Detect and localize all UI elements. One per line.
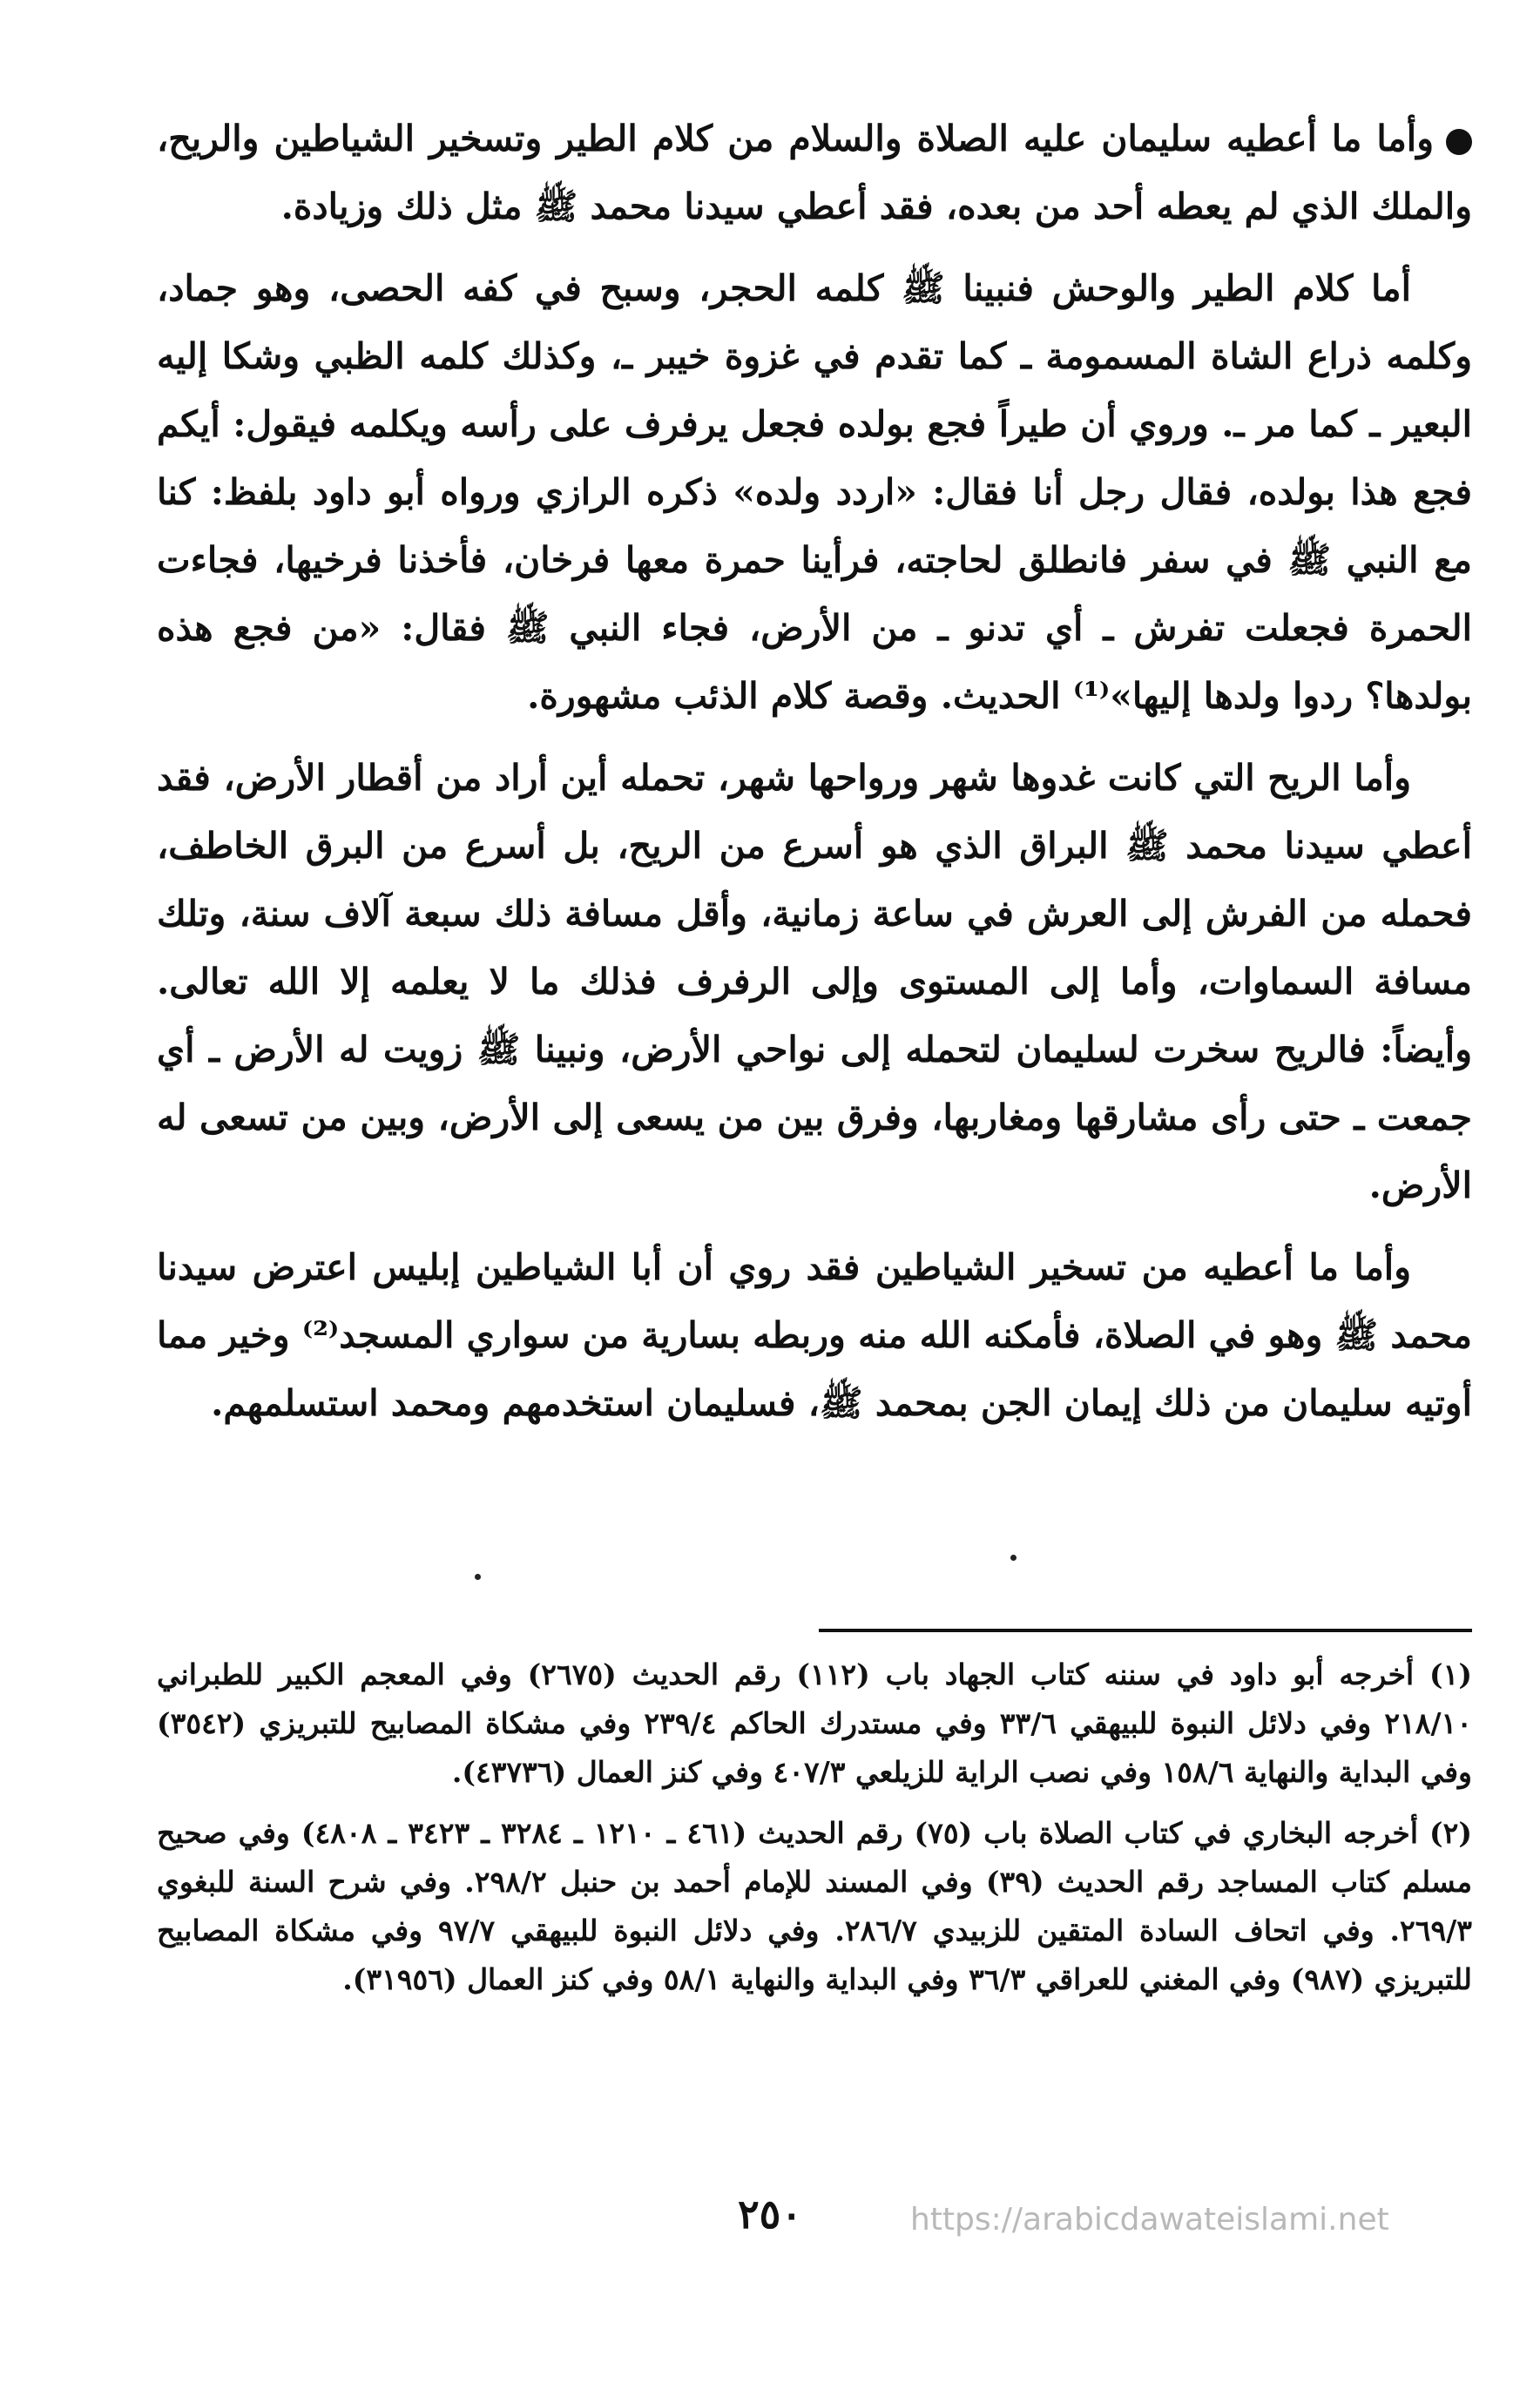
paragraph-1-text: وأما ما أعطيه سليمان عليه الصلاة والسلام من كلام الطير وتسخير الشياطين والريح، والملك الذي لم يعطه أحد من بعده، فقد أعطي سيدنا محمد ﷺ مثل ذلك وزيادة. (157, 118, 1472, 227)
footnote-separator (819, 1629, 1472, 1632)
footnote-2: (٢) أخرجه البخاري في كتاب الصلاة باب (٧٥) رقم الحديث (٤٦١ ـ ١٢١٠ ـ ٣٢٨٤ ـ ٣٤٢٣ ـ ٤٨٠٨) وفي صحيح مسلم كتاب المساجد رقم الحديث (٣٩) وفي المسند للإمام أحمد بن حنبل ٢٩٨/٢. وفي شرح السنة للبغوي ٢٦٩/٣. وفي اتحاف السادة المتقين للزبيدي ٢٨٦/٧. وفي دلائل النبوة للبيهقي ٩٧/٧ وفي مشكاة المصابيح للتبريزي (٩٨٧) وفي المغني للعراقي ٣٦/٣ وفي البداية والنهاية ٥٨/١ وفي كنز العمال (٣١٩٥٦). (157, 1816, 1473, 1996)
print-specks (0, 1555, 1540, 1581)
paragraph-1 (157, 105, 1472, 240)
paragraph-2: أما كلام الطير والوحش فنبينا ﷺ كلمه الحجر، وسبح في كفه الحصى، وهو جماد، وكلمه ذراع الشاة المسمومة ـ كما تقدم في غزوة خيبر ـ، وكذلك كلمه الظبي وشكا إليه البعير ـ كما مر ـ. وروي أن طيراً فجع بولده فجعل يرفرف على رأسه ويكلمه فيقول: أيكم فجع هذا بولده، فقال رجل أنا فقال: «اردد ولده» ذكره الرازي ورواه أبو داود بلفظ: كنا مع النبي ﷺ في سفر فانطلق لحاجته، فرأينا حمرة معها فرخان، فأخذنا فرخيها، فجاءت الحمرة فجعلت تفرش ـ أي تدنو ـ من الأرض، فجاء النبي ﷺ فقال: «من فجع هذه بولدها؟ ردوا ولدها إليها»⁽¹⁾ الحديث. وقصة كلام الذئب مشهورة. (157, 267, 1472, 717)
page-number: ٢٥٠ (737, 2190, 803, 2238)
speck (1010, 1555, 1017, 1561)
paragraph-3: وأما الريح التي كانت غدوها شهر ورواحها شهر، تحمله أين أراد من أقطار الأرض، فقد أعطي سيدنا محمد ﷺ البراق الذي هو أسرع من الريح، بل أسرع من البرق الخاطف، فحمله من الفرش إلى العرش في ساعة زمانية، وأقل مسافة ذلك سبعة آلاف سنة، وتلك مسافة السماوات، وأما إلى المستوى وإلى الرفرف فذلك ما لا يعلمه إلا الله تعالى. وأيضاً: فالريح سخرت لسليمان لتحمله إلى نواحي الأرض، ونبينا ﷺ زويت له الأرض ـ أي جمعت ـ حتى رأى مشارقها ومغاربها، وفرق بين من يسعى إلى الأرض، وبين من تسعى له الأرض. (157, 757, 1472, 1206)
footnotes (157, 1650, 1472, 2016)
main-text (157, 105, 1472, 1451)
footnote-1: (١) أخرجه أبو داود في سننه كتاب الجهاد باب (١١٢) رقم الحديث (٢٦٧٥) وفي المعجم الكبير للطبراني ٢١٨/١٠ وفي دلائل النبوة للبيهقي ٣٣/٦ وفي مستدرك الحاكم ٢٣٩/٤ وفي مشكاة المصابيح للتبريزي (٣٥٤٢) وفي البداية والنهاية ١٥٨/٦ وفي نصب الراية للزيلعي ٤٠٧/٣ وفي كنز العمال (٤٣٧٣٦). (157, 1657, 1472, 1789)
paragraph-4: وأما ما أعطيه من تسخير الشياطين فقد روي أن أبا الشياطين إبليس اعترض سيدنا محمد ﷺ وهو في الصلاة، فأمكنه الله منه وربطه بسارية من سواري المسجد⁽²⁾ وخير مما أوتيه سليمان من ذلك إيمان الجن بمحمد ﷺ، فسليمان استخدمهم ومحمد استسلمهم. (157, 1246, 1473, 1424)
bullet-icon (1446, 129, 1472, 155)
speck (475, 1574, 481, 1580)
watermark-url: https://arabicdawateislami.net (910, 2202, 1389, 2238)
